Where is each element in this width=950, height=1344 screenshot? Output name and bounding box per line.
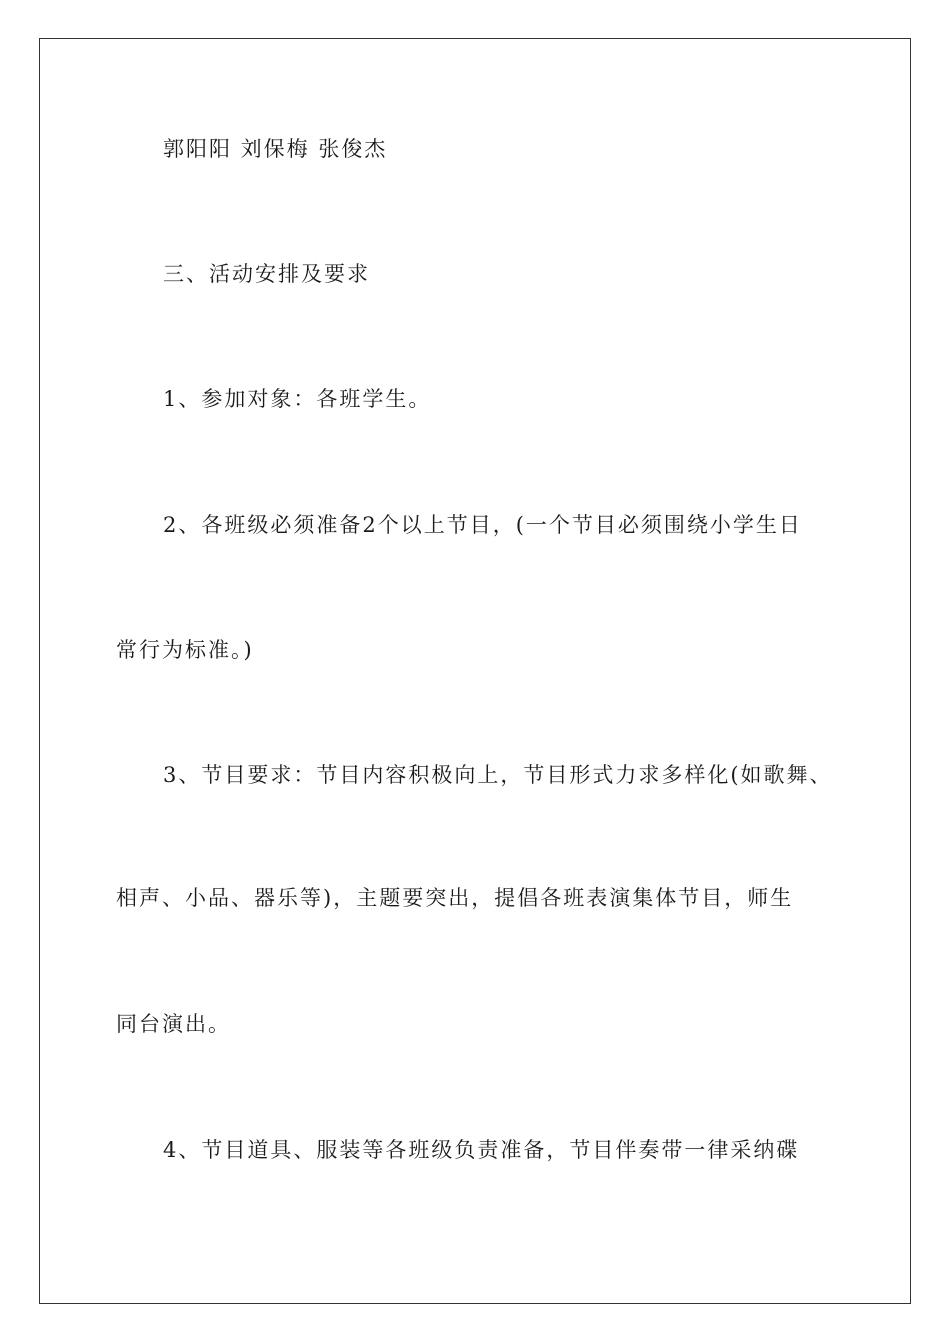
page-border [39,38,911,1304]
item-3-text: 3、节目要求：节目内容积极向上，节目形式力求多样化(如歌舞、 [163,763,833,787]
item-3-continuation-2: 同台演出。 [116,1012,231,1036]
item-3-continuation-1: 相声、小品、器乐等)，主题要突出，提倡各班表演集体节目，师生 [116,886,794,910]
item-2-continuation: 常行为标准。) [116,638,254,662]
item-2-text: 2、各班级必须准备2个以上节目，(一个节目必须围绕小学生日 [163,513,802,537]
section-heading: 三、活动安排及要求 [163,262,370,286]
item-1-text: 1、参加对象：各班学生。 [163,387,432,411]
item-4-text: 4、节目道具、服装等各班级负责准备，节目伴奏带一律采纳碟 [163,1138,800,1162]
names-line: 郭阳阳 刘保梅 张俊杰 [163,137,388,161]
